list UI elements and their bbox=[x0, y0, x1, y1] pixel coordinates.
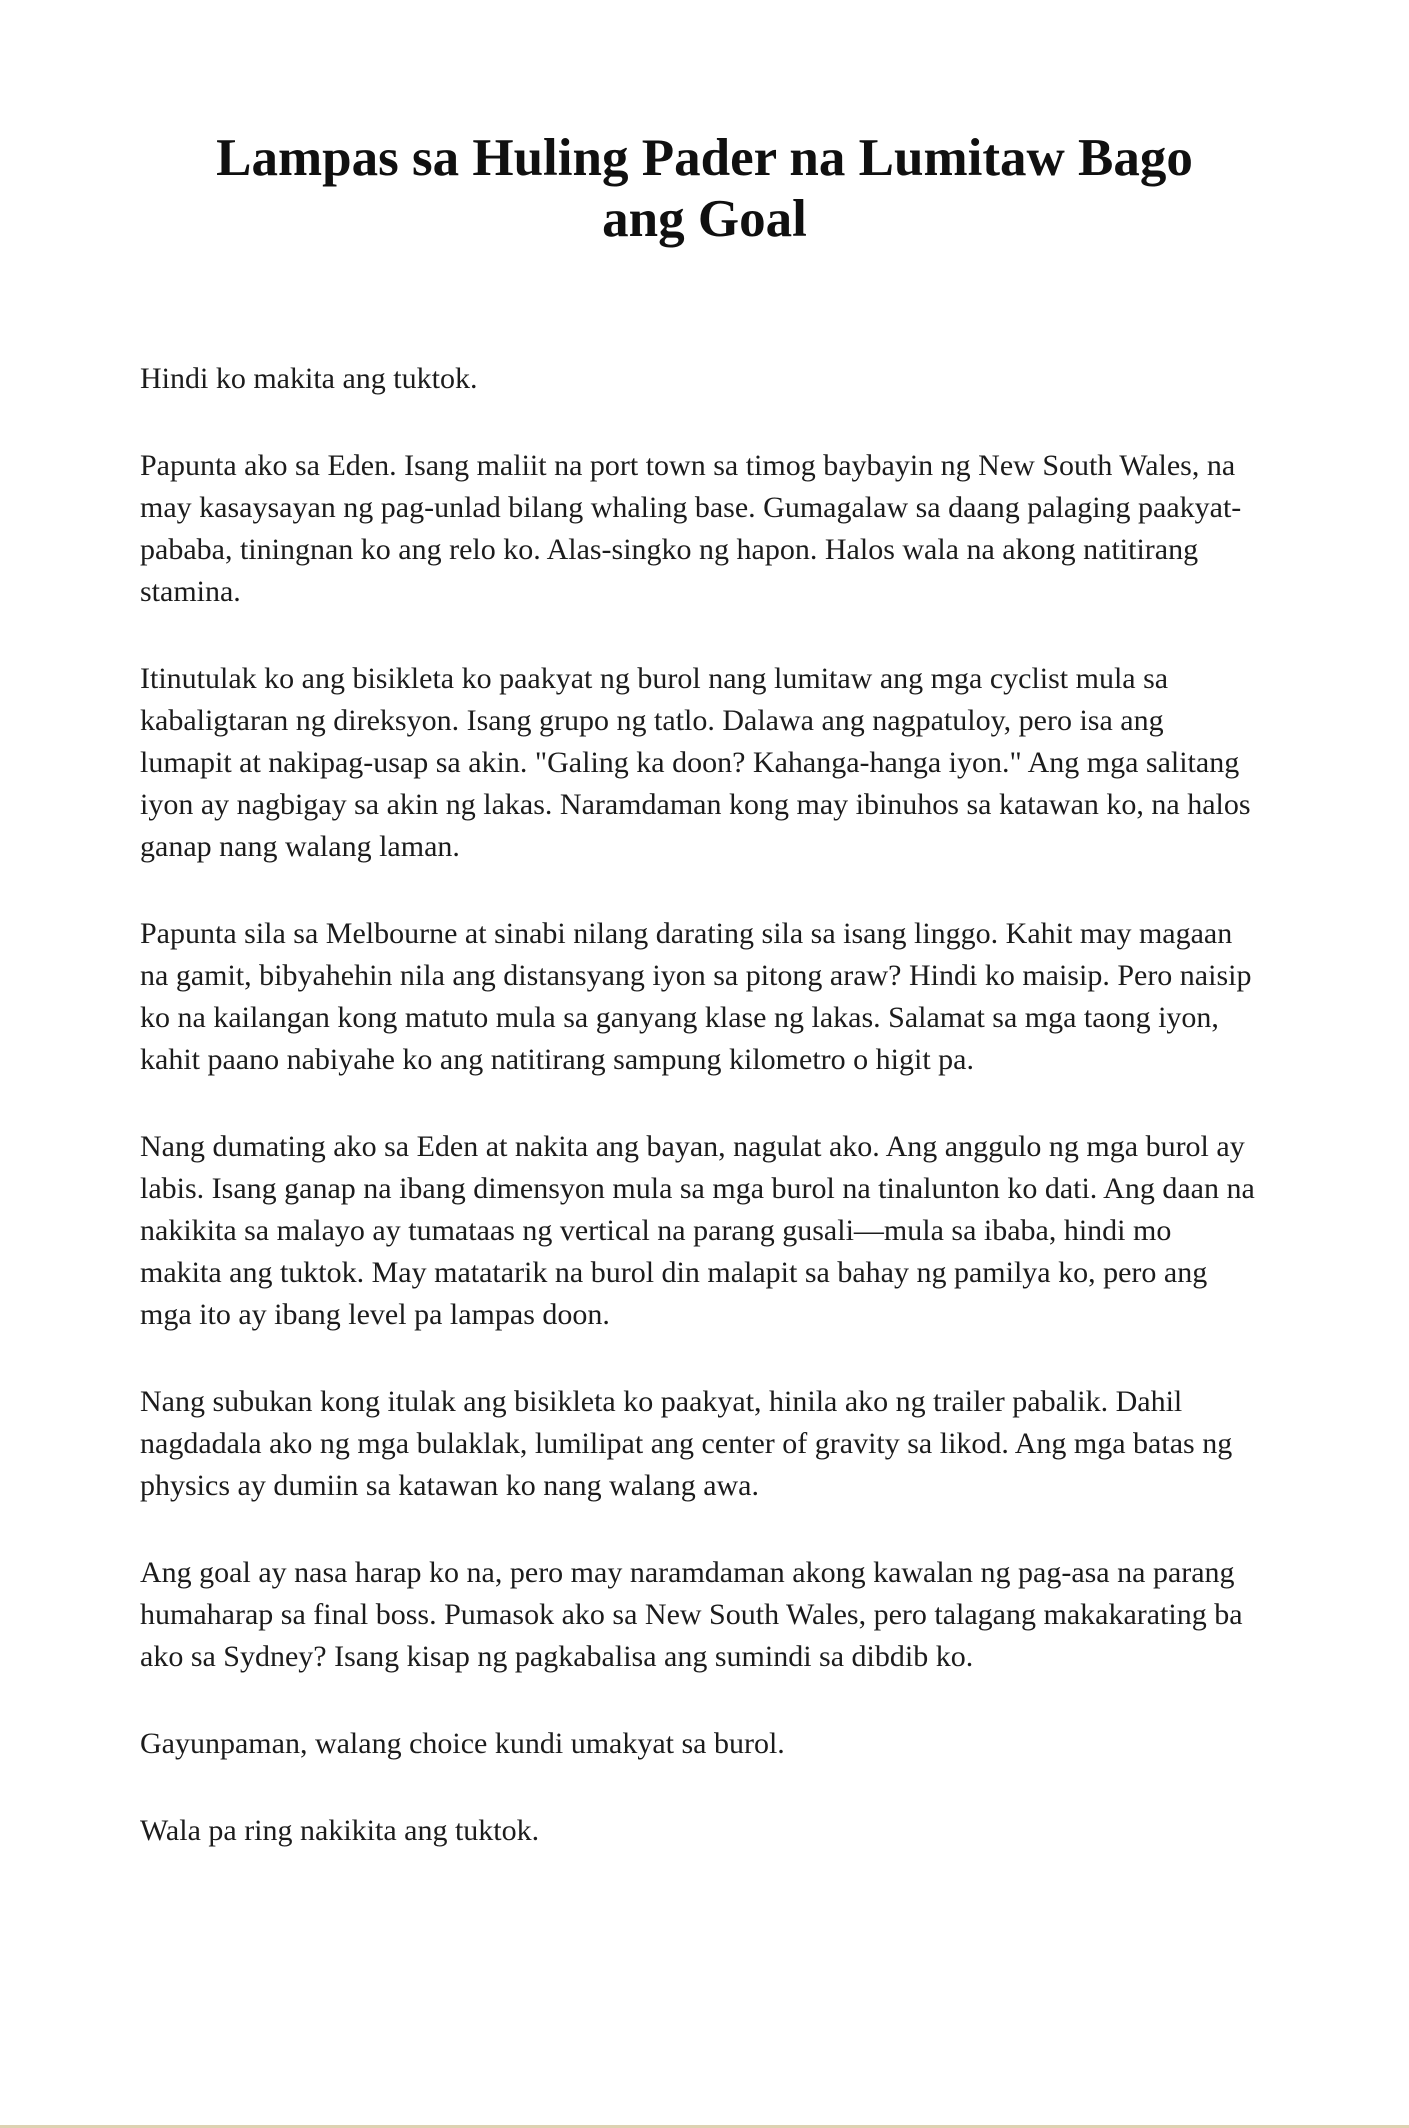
paragraph-6: Nang subukan kong itulak ang bisikleta ko paakyat, hinila ako ng trailer pabalik. Dahil nagdadala ako ng mga bulaklak, lumilipat ang center of gravity sa likod. Ang mga batas ng physics ay dumiin sa katawan ko nang walang awa. bbox=[140, 1385, 1233, 1502]
paragraph-9: Wala pa ring nakikita ang tuktok. bbox=[140, 1814, 540, 1847]
paragraph-3: Itinutulak ko ang bisikleta ko paakyat ng burol nang lumitaw ang mga cyclist mula sa kabaligtaran ng direksyon. Isang grupo ng tatlo. Dalawa ang nagpatuloy, pero isa ang lumapit at nakipag-usap sa akin. "Galing ka doon? Kahanga-hanga iyon." Ang mga salitang iyon ay nagbigay sa akin ng lakas. Naramdaman kong may ibinuhos sa katawan ko, na halos ganap nang walang laman. bbox=[140, 662, 1251, 863]
paragraph-4: Papunta sila sa Melbourne at sinabi nilang darating sila sa isang linggo. Kahit may magaan na gamit, bibyahehin nila ang distansyang iyon sa pitong araw? Hindi ko maisip. Pero naisip ko na kailangan kong matuto mula sa ganyang klase ng lakas. Salamat sa mga taong iyon, kahit paano nabiyahe ko ang natitirang sampung kilometro o higit pa. bbox=[140, 917, 1252, 1076]
page-title-line-2: ang Goal bbox=[602, 190, 807, 248]
paragraph-8: Gayunpaman, walang choice kundi umakyat sa burol. bbox=[140, 1727, 785, 1760]
article-page bbox=[0, 128, 1409, 2128]
paragraph-1: Hindi ko makita ang tuktok. bbox=[140, 362, 478, 395]
paragraph-5: Nang dumating ako sa Eden at nakita ang bayan, nagulat ako. Ang anggulo ng mga burol ay labis. Isang ganap na ibang dimensyon mula sa mga burol na tinalunton ko dati. Ang daan na nakikita sa malayo ay tumataas ng vertical na parang gusali—mula sa ibaba, hindi mo makita ang tuktok. May matatarik na burol din malapit sa bahay ng pamilya ko, pero ang mga ito ay ibang level pa lampas doon. bbox=[140, 1130, 1255, 1331]
page-title-line-1: Lampas sa Huling Pader na Lumitaw Bago bbox=[216, 129, 1193, 187]
article-body bbox=[140, 358, 1255, 1852]
page-title bbox=[0, 128, 1409, 250]
paragraph-7: Ang goal ay nasa harap ko na, pero may naramdaman akong kawalan ng pag-asa na parang humaharap sa final boss. Pumasok ako sa New South Wales, pero talagang makakarating ba ako sa Sydney? Isang kisap ng pagkabalisa ang sumindi sa dibdib ko. bbox=[140, 1556, 1243, 1673]
paragraph-2: Papunta ako sa Eden. Isang maliit na port town sa timog baybayin ng New South Wales, na may kasaysayan ng pag-unlad bilang whaling base. Gumagalaw sa daang palaging paakyat-pababa, tiningnan ko ang relo ko. Alas-singko ng hapon. Halos wala na akong natitirang stamina. bbox=[140, 449, 1242, 608]
